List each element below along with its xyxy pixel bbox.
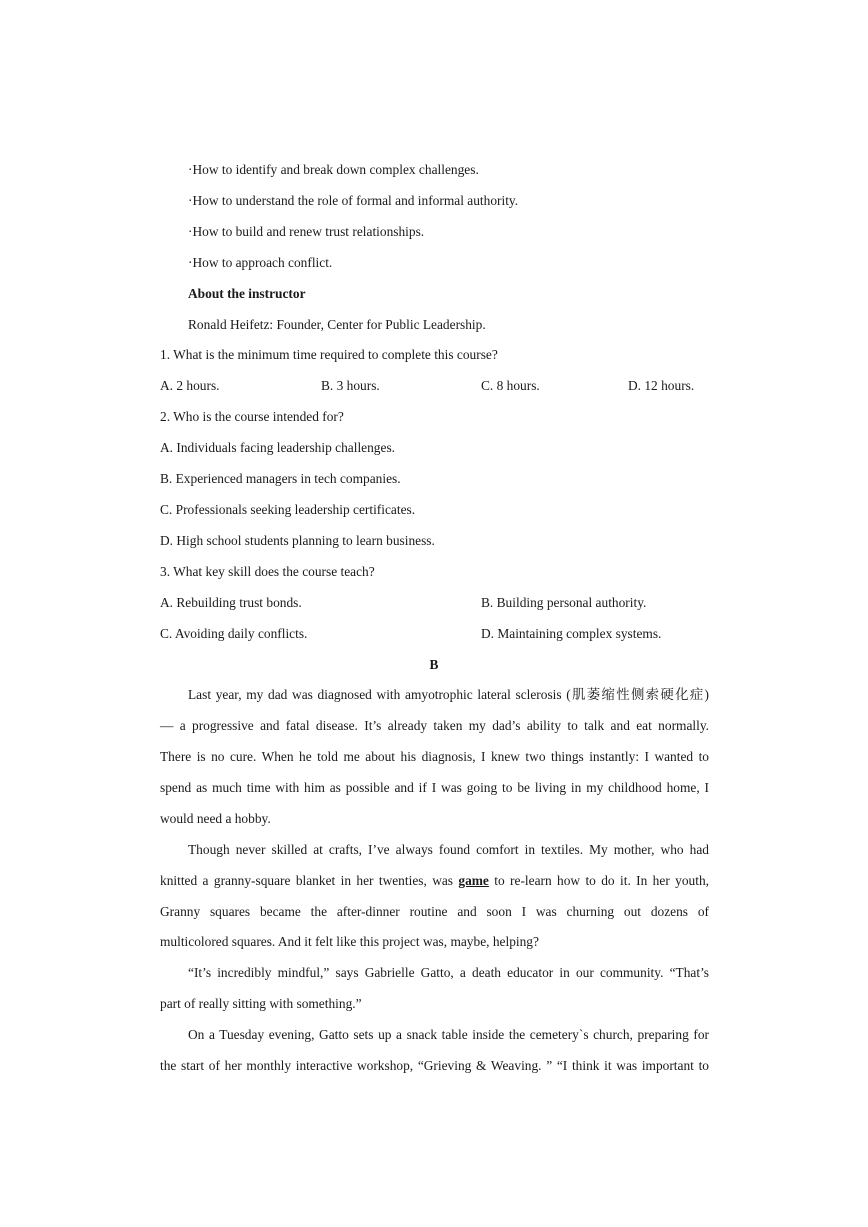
instructor-text: Ronald Heifetz: Founder, Center for Public Leadership.: [188, 317, 486, 332]
paragraph-line: Granny squares became the after-dinner routine and soon I was churning out dozens of: [160, 904, 709, 919]
bullet-item: ·How to approach conflict.: [188, 255, 333, 270]
bullet-item: ·How to identify and break down complex challenges.: [188, 162, 479, 177]
paragraph-line: part of really sitting with something.”: [160, 996, 362, 1011]
text-span: knitted a granny-square blanket in her twenties, was: [160, 873, 459, 888]
paragraph-line: “It’s incredibly mindful,” says Gabrielle Gatto, a death educator in our community. “That’s: [188, 965, 709, 980]
paragraph-line: spend as much time with him as possible and if I was going to be living in my childhood home, I: [160, 780, 709, 795]
option-d: D. Maintaining complex systems.: [481, 626, 662, 641]
option-a: A. Rebuilding trust bonds.: [160, 595, 302, 610]
option-d: D. High school students planning to learn business.: [160, 533, 435, 548]
question-stem: 3. What key skill does the course teach?: [160, 564, 375, 579]
option-b: B. Experienced managers in tech companies.: [160, 471, 401, 486]
paragraph-line: Though never skilled at crafts, I’ve always found comfort in textiles. My mother, who had: [188, 842, 709, 857]
section-heading: B: [429, 657, 439, 672]
paragraph-line: multicolored squares. And it felt like this project was, maybe, helping?: [160, 934, 539, 949]
paragraph-line: the start of her monthly interactive workshop, “Grieving & Weaving. ” “I think it was important to: [160, 1058, 709, 1073]
option-d: D. 12 hours.: [628, 378, 695, 393]
question-stem: 1. What is the minimum time required to complete this course?: [160, 347, 498, 362]
paragraph-line: would need a hobby.: [160, 811, 271, 826]
option-c: C. Avoiding daily conflicts.: [160, 626, 308, 641]
paragraph-line: — a progressive and fatal disease. It’s already taken my dad’s ability to talk and eat normally.: [160, 718, 709, 733]
paragraph-line: On a Tuesday evening, Gatto sets up a snack table inside the cemetery`s church, preparing for: [188, 1027, 709, 1042]
option-b: B. Building personal authority.: [481, 595, 647, 610]
bullet-item: ·How to understand the role of formal and informal authority.: [188, 193, 519, 208]
option-a: A. Individuals facing leadership challenges.: [160, 440, 396, 455]
option-a: A. 2 hours.: [160, 378, 220, 393]
paragraph-line: Last year, my dad was diagnosed with amyotrophic lateral sclerosis (肌萎缩性侧索硬化症): [188, 687, 709, 702]
option-c: C. 8 hours.: [481, 378, 540, 393]
option-b: B. 3 hours.: [321, 378, 380, 393]
instructor-heading: About the instructor: [188, 286, 306, 301]
underlined-word: game: [458, 873, 489, 888]
question-stem: 2. Who is the course intended for?: [160, 409, 344, 424]
paragraph-line: There is no cure. When he told me about his diagnosis, I knew two things instantly: I wanted to: [160, 749, 709, 764]
paragraph-line: [160, 873, 709, 889]
text-span: to re-learn how to do it. In her youth,: [488, 873, 709, 888]
option-c: C. Professionals seeking leadership certificates.: [160, 502, 416, 517]
bullet-item: ·How to build and renew trust relationships.: [188, 224, 425, 239]
